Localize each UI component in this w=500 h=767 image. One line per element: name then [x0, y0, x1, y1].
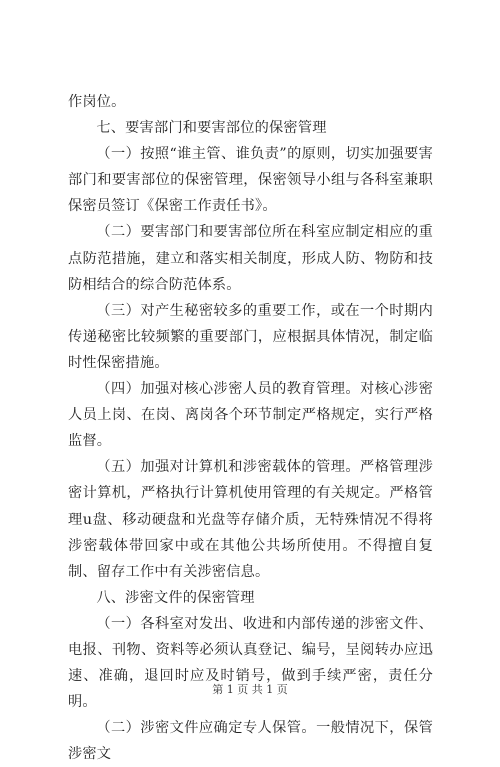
document-body	[68, 89, 433, 767]
paragraph-7-1: （一）按照“谁主管、谁负责”的原则，切实加强要害部门和要害部位的保密管理，保密领导小组与各科室兼职保密员签订《保密工作责任书》。	[68, 146, 433, 215]
paragraph-7-4: （四）加强对核心涉密人员的教育管理。对核心涉密人员上岗、在岗、离岗各个环节制定严格规定，实行严格监督。	[68, 381, 433, 450]
paragraph-8-1: （一）各科室对发出、收进和内部传递的涉密文件、电报、刊物、资料等必须认真登记、编号，呈阅转办应迅速、准确，退回时应及时销号，做到手续严密，责任分明。	[68, 615, 433, 711]
paragraph-7-2: （二）要害部门和要害部位所在科室应制定相应的重点防范措施，建立和落实相关制度，形成人防、物防和技防相结合的综合防范体系。	[68, 224, 433, 293]
paragraph-7-5: （五）加强对计算机和涉密载体的管理。严格管理涉密计算机，严格执行计算机使用管理的有关规定。严格管理u盘、移动硬盘和光盘等存储介质，无特殊情况不得将涉密载体带回家中或在其他公共场所使用。不得擅自复制、留存工作中有关涉密信息。	[68, 459, 433, 580]
paragraph-7-3: （三）对产生秘密较多的重要工作，或在一个时期内传递秘密比较频繁的重要部门，应根据具体情况，制定临时性保密措施。	[68, 302, 433, 371]
section-heading-8: 八、涉密文件的保密管理	[96, 589, 255, 606]
paragraph-continuation: 作岗位。	[68, 94, 126, 110]
section-heading-7: 七、要害部门和要害部位的保密管理	[96, 120, 327, 137]
paragraph-8-2: （二）涉密文件应确定专人保管。一般情况下，保管涉密文	[68, 720, 433, 763]
page-number-footer: 第 1 页 共 1 页	[212, 683, 288, 696]
